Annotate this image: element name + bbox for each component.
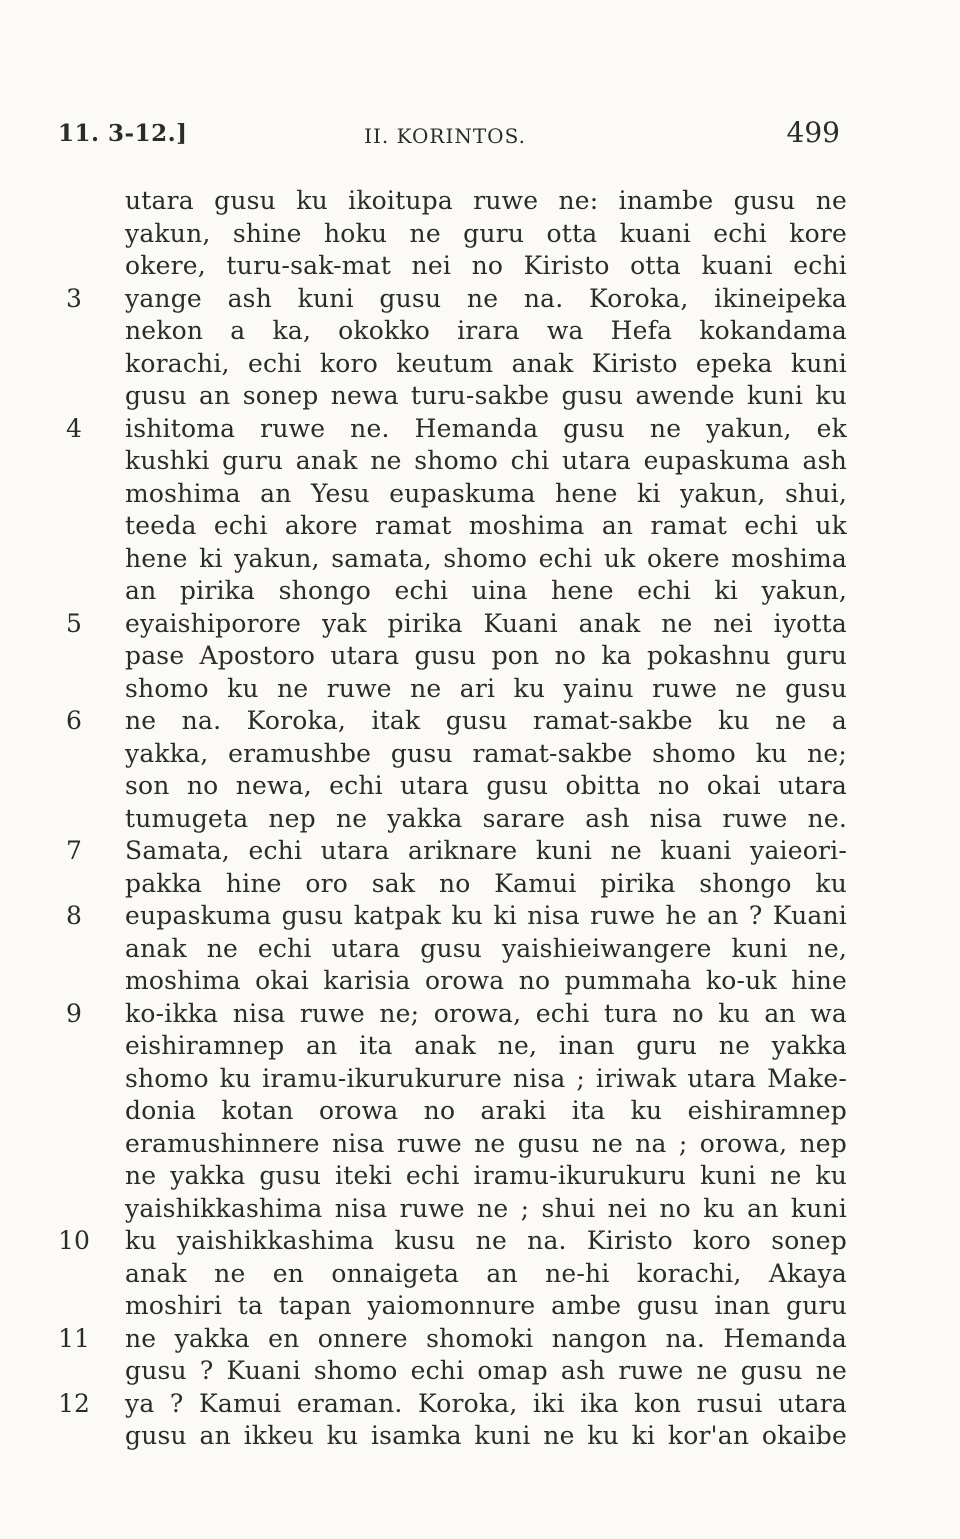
text-line xyxy=(0,607,960,640)
text-line xyxy=(0,737,960,770)
text-line xyxy=(0,1094,960,1127)
line-text: hene ki yakun, samata, shomo echi uk okere moshima xyxy=(125,543,847,573)
line-text: donia kotan orowa no araki ita ku eishiramnep xyxy=(125,1096,847,1125)
text-line xyxy=(0,574,960,607)
line-text: ne yakka en onnere shomoki nangon na. Hemanda xyxy=(125,1323,847,1353)
verse-number: 6 xyxy=(66,706,82,735)
text-line xyxy=(0,249,960,282)
line-text: gusu an ikkeu ku isamka kuni ne ku ki kor'an okaibe xyxy=(125,1421,847,1450)
line-text: an pirika shongo echi uina hene echi ki yakun, xyxy=(125,576,847,605)
line-text: moshiri ta tapan yaiomonnure ambe gusu inan guru xyxy=(125,1291,847,1320)
book-title: II. KORINTOS. xyxy=(364,124,526,148)
line-text: pakka hine oro sak no Kamui pirika shongo ku xyxy=(125,868,847,898)
verse-number: 10 xyxy=(58,1226,90,1255)
line-text: korachi, echi koro keutum anak Kiristo epeka kuni xyxy=(125,348,847,378)
line-text: eramushinnere nisa ruwe ne gusu ne na ; orowa, nep xyxy=(125,1128,847,1158)
text-line xyxy=(0,444,960,477)
line-text: shomo ku iramu-ikurukurure nisa ; iriwak utara Make- xyxy=(125,1063,847,1093)
text-line xyxy=(0,899,960,932)
text-line xyxy=(0,1322,960,1355)
text-line xyxy=(0,314,960,347)
line-text: eyaishiporore yak pirika Kuani anak ne nei iyotta xyxy=(125,608,847,638)
text-line xyxy=(0,769,960,802)
text-line xyxy=(0,379,960,412)
text-line xyxy=(0,1224,960,1257)
verse-number: 7 xyxy=(66,836,82,865)
text-line xyxy=(0,1257,960,1290)
verse-number: 9 xyxy=(66,998,82,1028)
text-line xyxy=(0,867,960,900)
line-text: yakun, shine hoku ne guru otta kuani echi kore xyxy=(125,218,847,248)
line-text: utara gusu ku ikoitupa ruwe ne: inambe gusu ne xyxy=(125,186,847,215)
line-text: Samata, echi utara ariknare kuni ne kuani yaieori- xyxy=(125,836,847,865)
text-line xyxy=(0,1192,960,1225)
text-line xyxy=(0,412,960,445)
text-line xyxy=(0,964,960,997)
text-line xyxy=(0,639,960,672)
text-line xyxy=(0,1354,960,1387)
text-line xyxy=(0,1387,960,1420)
text-line xyxy=(0,1062,960,1095)
verse-number: 8 xyxy=(66,901,82,930)
line-text: eishiramnep an ita anak ne, inan guru ne yakka xyxy=(125,1031,847,1060)
line-text: yaishikkashima nisa ruwe ne ; shui nei no ku an kuni xyxy=(125,1193,847,1223)
running-header xyxy=(0,112,960,152)
line-text: ya ? Kamui eraman. Koroka, iki ika kon rusui utara xyxy=(125,1388,847,1418)
text-line xyxy=(0,217,960,250)
line-text: eupaskuma gusu katpak ku ki nisa ruwe he an ? Kuani xyxy=(125,901,847,930)
line-text: anak ne echi utara gusu yaishieiwangere kuni ne, xyxy=(125,933,847,963)
line-text: moshima an Yesu eupaskuma hene ki yakun, shui, xyxy=(125,478,847,508)
line-text: ishitoma ruwe ne. Hemanda gusu ne yakun, ek xyxy=(125,413,847,443)
text-line xyxy=(0,1419,960,1452)
text-line xyxy=(0,1289,960,1322)
text-line xyxy=(0,997,960,1030)
line-text: yange ash kuni gusu ne na. Koroka, ikineipeka xyxy=(125,283,847,313)
line-text: gusu an sonep newa turu-sakbe gusu awende kuni ku xyxy=(125,381,847,410)
line-text: shomo ku ne ruwe ne ari ku yainu ruwe ne gusu xyxy=(125,673,847,703)
text-line xyxy=(0,932,960,965)
line-text: nekon a ka, okokko irara wa Hefa kokandama xyxy=(125,316,847,345)
text-line xyxy=(0,1159,960,1192)
verse-number: 11 xyxy=(58,1323,90,1353)
text-line xyxy=(0,184,960,217)
verse-number: 3 xyxy=(66,283,82,313)
line-text: ku yaishikkashima kusu ne na. Kiristo koro sonep xyxy=(125,1226,847,1255)
line-text: ne na. Koroka, itak gusu ramat-sakbe ku ne a xyxy=(125,706,847,735)
line-text: kushki guru anak ne shomo chi utara eupaskuma ash xyxy=(125,446,847,475)
body-text xyxy=(0,184,960,1452)
text-line xyxy=(0,542,960,575)
line-text: yakka, eramushbe gusu ramat-sakbe shomo ku ne; xyxy=(125,738,847,768)
line-text: ko-ikka nisa ruwe ne; orowa, echi tura no ku an wa xyxy=(125,998,847,1028)
text-line xyxy=(0,477,960,510)
line-text: okere, turu-sak-mat nei no Kiristo otta kuani echi xyxy=(125,251,847,280)
text-line xyxy=(0,347,960,380)
line-text: moshima okai karisia orowa no pummaha ko-uk hine xyxy=(125,966,847,995)
text-line xyxy=(0,802,960,835)
verse-number: 12 xyxy=(58,1388,90,1418)
text-line xyxy=(0,834,960,867)
text-line xyxy=(0,1029,960,1062)
text-line xyxy=(0,672,960,705)
line-text: pase Apostoro utara gusu pon no ka pokashnu guru xyxy=(125,641,847,670)
text-line xyxy=(0,509,960,542)
verse-number: 5 xyxy=(66,608,82,638)
line-text: tumugeta nep ne yakka sarare ash nisa ruwe ne. xyxy=(125,803,847,833)
text-line xyxy=(0,1127,960,1160)
line-text: gusu ? Kuani shomo echi omap ash ruwe ne gusu ne xyxy=(125,1356,847,1385)
text-line xyxy=(0,704,960,737)
line-text: ne yakka gusu iteki echi iramu-ikurukuru kuni ne ku xyxy=(125,1161,847,1190)
text-line xyxy=(0,282,960,315)
line-text: teeda echi akore ramat moshima an ramat echi uk xyxy=(125,511,847,540)
verse-number: 4 xyxy=(66,413,82,443)
chapter-verse-reference: 11. 3-12.] xyxy=(58,120,188,147)
page-number: 499 xyxy=(786,116,840,149)
line-text: anak ne en onnaigeta an ne-hi korachi, Akaya xyxy=(125,1258,847,1288)
line-text: son no newa, echi utara gusu obitta no okai utara xyxy=(125,771,847,800)
